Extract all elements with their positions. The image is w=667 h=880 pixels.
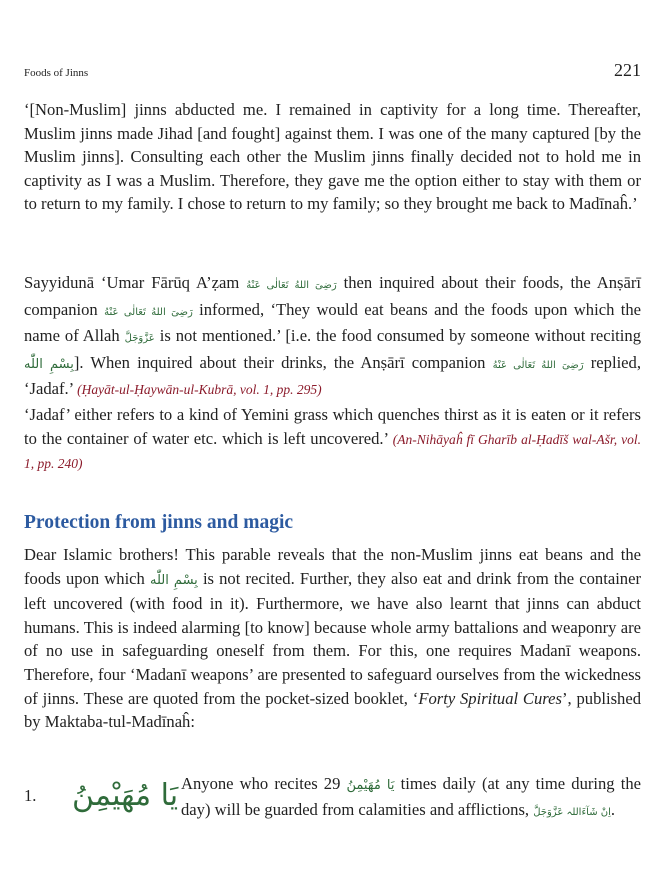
arabic-bismillah: بِسْمِ اللّٰه: [24, 356, 74, 372]
text: is not mentioned.’ [i.e. the food consumed by someone without reciting: [159, 326, 641, 346]
text: ]. When inquired about their drinks, the Anṣārī companion: [73, 352, 486, 372]
text: replied, ‘Jadaf.’: [24, 352, 641, 399]
item-text: [181, 772, 641, 824]
text: Dear Islamic brothers! This parable reveals that the non-Muslim jinns eat beans and the foods upon which: [24, 545, 641, 588]
text: Anyone who recites: [181, 774, 318, 793]
text: ‘Jadaf’ either refers to a kind of Yemini grass which quenches thirst as it is eaten or it refers to the container of water etc. which is left uncovered.’: [24, 405, 641, 448]
page-header: [24, 60, 641, 81]
text: .: [610, 799, 616, 819]
text: 29 times daily (at any time during the day) will be guarded from calamities and afflictions,: [181, 774, 641, 819]
arabic-honorific: رَضِیَ اللهُ تَعَالٰی عَنْهُ: [104, 306, 193, 318]
running-title: Foods of Jinns: [24, 67, 89, 79]
text: ’, published by Maktaba-tul-Madīnaĥ:: [24, 688, 642, 732]
text: then inquired about their foods, the Anṣārī companion: [24, 273, 641, 319]
arabic-azza-wajal: عَزَّوَجَلَّ: [124, 333, 155, 345]
arabic-inline: يَا مُهَيْمِنُ: [346, 778, 395, 793]
page-number: 221: [614, 60, 641, 80]
citation: (An-Nihāyaĥ fī Gharīb al-Ḥadīš wal-Ašr, vol. 1, pp. 240): [24, 431, 641, 472]
arabic-bismillah: بِسْمِ اللّٰه: [149, 572, 198, 588]
book-title: Forty Spiritual Cures: [418, 688, 562, 708]
section-heading: Protection from jinns and magic: [24, 512, 294, 533]
paragraph-4: [24, 543, 641, 734]
text: informed, ‘They would eat beans and the foods upon which the name of Allah: [24, 299, 641, 346]
item-number: 1.: [24, 786, 37, 805]
arabic-honorific: رَضِیَ اللهُ تَعَالٰی عَنْهُ: [246, 280, 337, 291]
arabic-honorific: رَضِیَ اللهُ تَعَالٰی عَنْهُ: [492, 359, 584, 371]
text: Sayyidunā ‘Umar Fārūq A’ẓam: [24, 273, 240, 292]
citation: (Ḥayāt-ul-Ḥaywān-ul-Kubrā, vol. 1, pp. 295): [77, 382, 322, 398]
arabic-invocation: يَا مُهَيْمِنُ: [72, 778, 179, 813]
paragraph-1: ‘[Non-Muslim] jinns abducted me. I remained in captivity for a long time. Thereafter, Muslim jinns made Jihad [and fought] against them. I was one of the many captured [by the Muslim jinns]. Consulting each other the Muslim jinns finally decided not to hold me in captivity as I was a Muslim. Therefore, they gave me the option either to stay with them or to return to my family. I chose to return to my family; so they brought me back to Madīnaĥ.’: [24, 100, 641, 214]
arabic-insha-allah: اِنْ شَآءَاللہ عَزَّوَجَلَّ: [533, 806, 611, 818]
paragraph-3: [24, 403, 641, 476]
paragraph-2: [24, 271, 641, 402]
text: is not recited. Further, they also eat and drink from the container left uncovered (with food in it). Furthermore, we have also learnt that jinns can abduct humans. This is indeed alarming [to know] because whole army battalions and weaponry are of no use in safeguarding oneself from them. For this, one requires Madanī weapons. Therefore, four ‘Madanī weapons’ are presented to safeguard ourselves from the wickedness of jinns. These are quoted from the pocket-sized booklet, ‘: [24, 568, 641, 708]
